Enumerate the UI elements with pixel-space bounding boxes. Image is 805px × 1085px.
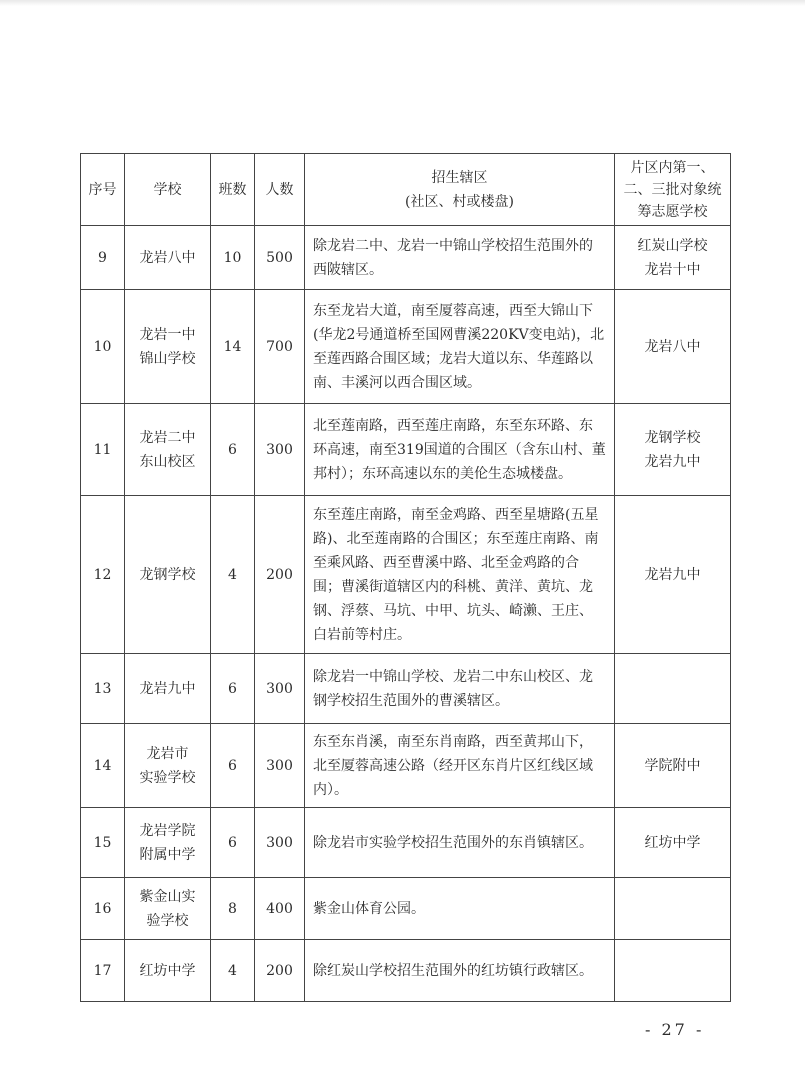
row-students: 300 xyxy=(255,654,305,724)
row-no: 9 xyxy=(81,226,125,290)
row-no: 16 xyxy=(81,878,125,940)
row-classes: 10 xyxy=(211,226,255,290)
row-zone: 紫金山体育公园。 xyxy=(305,878,615,940)
header-volunteer xyxy=(615,154,731,226)
header-students-label: 人数 xyxy=(265,181,294,198)
row-volunteer: 红炭山学校 龙岩十中 xyxy=(615,226,731,290)
row-volunteer: 龙岩八中 xyxy=(615,290,731,404)
row-school: 龙岩市 实验学校 xyxy=(125,724,211,808)
row-students: 200 xyxy=(255,940,305,1002)
row-zone: 东至龙岩大道，南至厦蓉高速，西至大锦山下(华龙2号通道桥至国网曹溪220KV变电站)，北至莲西路合围区域；龙岩大道以东、华莲路以南、丰溪河以西合围区域。 xyxy=(305,290,615,404)
row-zone: 东至东肖溪，南至东肖南路，西至黄邦山下，北至厦蓉高速公路（经开区东肖片区红线区域内）。 xyxy=(305,724,615,808)
row-no: 11 xyxy=(81,404,125,496)
row-students: 500 xyxy=(255,226,305,290)
table-row xyxy=(81,496,731,654)
row-classes: 6 xyxy=(211,404,255,496)
row-volunteer: 红坊中学 xyxy=(615,808,731,878)
row-volunteer: 学院附中 xyxy=(615,724,731,808)
page-number: - 27 - xyxy=(645,1020,705,1039)
row-no: 10 xyxy=(81,290,125,404)
header-no-label: 序号 xyxy=(88,181,117,198)
table-row xyxy=(81,808,731,878)
row-students: 300 xyxy=(255,724,305,808)
table-row xyxy=(81,878,731,940)
header-row xyxy=(81,154,731,226)
header-zone-title: 招生辖区 xyxy=(431,169,488,186)
row-volunteer xyxy=(615,654,731,724)
header-zone-subtitle: (社区、村或楼盘) xyxy=(405,193,514,210)
row-students: 300 xyxy=(255,404,305,496)
row-school: 龙钢学校 xyxy=(125,496,211,654)
row-zone: 北至莲南路，西至莲庄南路，东至东环路、东环高速，南至319国道的合围区（含东山村、董邦村）；东环高速以东的美伦生态城楼盘。 xyxy=(305,404,615,496)
row-zone: 除红炭山学校招生范围外的红坊镇行政辖区。 xyxy=(305,940,615,1002)
row-no: 13 xyxy=(81,654,125,724)
page-edge xyxy=(0,0,805,6)
row-school: 龙岩二中 东山校区 xyxy=(125,404,211,496)
row-volunteer xyxy=(615,878,731,940)
row-classes: 4 xyxy=(211,496,255,654)
row-classes: 8 xyxy=(211,878,255,940)
row-classes: 6 xyxy=(211,808,255,878)
row-school: 龙岩一中 锦山学校 xyxy=(125,290,211,404)
row-school: 红坊中学 xyxy=(125,940,211,1002)
row-school: 紫金山实 验学校 xyxy=(125,878,211,940)
row-no: 17 xyxy=(81,940,125,1002)
table-row xyxy=(81,940,731,1002)
row-students: 400 xyxy=(255,878,305,940)
row-school: 龙岩学院 附属中学 xyxy=(125,808,211,878)
table-row xyxy=(81,654,731,724)
row-volunteer xyxy=(615,940,731,1002)
row-volunteer: 龙钢学校 龙岩九中 xyxy=(615,404,731,496)
header-volunteer-label: 片区内第一、二、三批对象统筹志愿学校 xyxy=(623,159,722,220)
row-students: 700 xyxy=(255,290,305,404)
header-students xyxy=(255,154,305,226)
row-volunteer: 龙岩九中 xyxy=(615,496,731,654)
header-no xyxy=(81,154,125,226)
row-no: 15 xyxy=(81,808,125,878)
row-zone: 除龙岩二中、龙岩一中锦山学校招生范围外的西陂辖区。 xyxy=(305,226,615,290)
header-zone xyxy=(305,154,615,226)
header-school xyxy=(125,154,211,226)
row-classes: 4 xyxy=(211,940,255,1002)
row-no: 14 xyxy=(81,724,125,808)
row-school: 龙岩九中 xyxy=(125,654,211,724)
row-zone: 除龙岩市实验学校招生范围外的东肖镇辖区。 xyxy=(305,808,615,878)
table-row xyxy=(81,404,731,496)
row-no: 12 xyxy=(81,496,125,654)
row-school: 龙岩八中 xyxy=(125,226,211,290)
table-row xyxy=(81,290,731,404)
row-classes: 6 xyxy=(211,724,255,808)
row-zone: 东至莲庄南路，南至金鸡路、西至星塘路(五星路)、北至莲南路的合围区；东至莲庄南路、南至乘风路、西至曹溪中路、北至金鸡路的合围；曹溪街道辖区内的科桃、黄洋、黄坑、龙钢、浮蔡、马坑、中甲、坑头、崎濑、王庄、白岩前等村庄。 xyxy=(305,496,615,654)
table-row xyxy=(81,226,731,290)
row-zone: 除龙岩一中锦山学校、龙岩二中东山校区、龙钢学校招生范围外的曹溪辖区。 xyxy=(305,654,615,724)
header-classes-label: 班数 xyxy=(218,181,247,198)
row-classes: 6 xyxy=(211,654,255,724)
header-school-label: 学校 xyxy=(153,181,182,198)
row-students: 300 xyxy=(255,808,305,878)
table-row xyxy=(81,724,731,808)
row-students: 200 xyxy=(255,496,305,654)
row-classes: 14 xyxy=(211,290,255,404)
header-classes xyxy=(211,154,255,226)
enrollment-table xyxy=(80,153,731,1002)
